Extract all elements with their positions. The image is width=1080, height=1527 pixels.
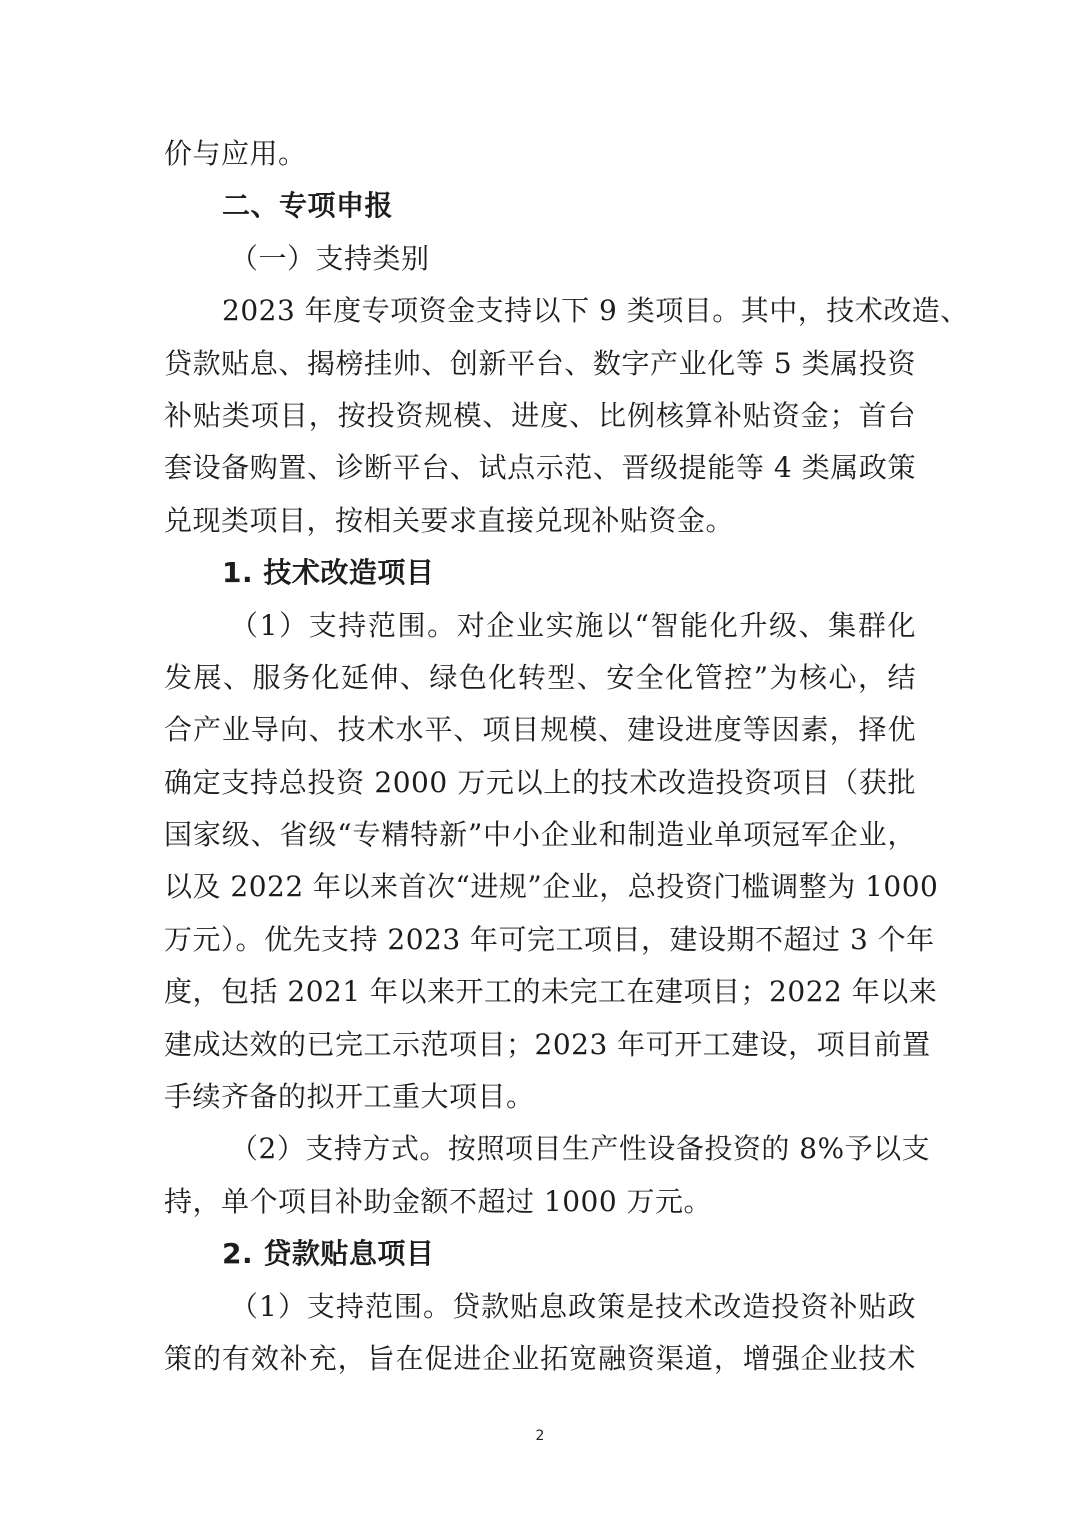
paragraph-line: 万元）。优先支持 2023 年可完工项目，建设期不超过 3 个年 — [164, 922, 935, 956]
item-heading: 1. 技术改造项目 — [222, 556, 435, 590]
paragraph-line: 持，单个项目补助金额不超过 1000 万元。 — [164, 1184, 713, 1218]
paragraph-line: 度，包括 2021 年以来开工的未完工在建项目；2022 年以来 — [164, 975, 938, 1009]
paragraph-line: 补贴类项目，按投资规模、进度、比例核算补贴资金；首台 — [164, 398, 916, 432]
paragraph-line: 2023 年度专项资金支持以下 9 类项目。其中，技术改造、 — [222, 294, 969, 328]
paragraph-line: （2）支持方式。按照项目生产性设备投资的 8%予以支 — [230, 1132, 931, 1166]
paragraph-line: 发展、服务化延伸、绿色化转型、安全化管控”为核心，结 — [164, 660, 916, 694]
item-heading: 2. 贷款贴息项目 — [222, 1237, 435, 1271]
paragraph-line: 策的有效补充，旨在促进企业拓宽融资渠道，增强企业技术 — [164, 1341, 916, 1375]
paragraph-line: （1）支持范围。贷款贴息政策是技术改造投资补贴政 — [230, 1289, 916, 1323]
paragraph-line: 确定支持总投资 2000 万元以上的技术改造投资项目（获批 — [164, 765, 916, 799]
paragraph-line: 套设备购置、诊断平台、试点示范、晋级提能等 4 类属政策 — [164, 451, 916, 485]
paragraph-line: 价与应用。 — [164, 137, 307, 170]
paragraph-line: 兑现类项目，按相关要求直接兑现补贴资金。 — [164, 503, 735, 537]
paragraph-line: 以及 2022 年以来首次“进规”企业，总投资门槛调整为 1000 — [164, 870, 939, 904]
paragraph-line: 合产业导向、技术水平、项目规模、建设进度等因素，择优 — [164, 713, 916, 747]
paragraph-line: 手续齐备的拟开工重大项目。 — [164, 1080, 535, 1114]
section-heading: 二、专项申报 — [222, 189, 394, 223]
paragraph-line: （1）支持范围。对企业实施以“智能化升级、集群化 — [230, 608, 916, 642]
paragraph-line: 国家级、省级“专精特新”中小企业和制造业单项冠军企业， — [164, 818, 916, 852]
page-number: 2 — [535, 1428, 545, 1444]
subsection-heading: （一）支持类别 — [230, 241, 430, 275]
paragraph-line: 贷款贴息、揭榜挂帅、创新平台、数字产业化等 5 类属投资 — [164, 346, 916, 380]
paragraph-line: 建成达效的已完工示范项目；2023 年可开工建设，项目前置 — [164, 1027, 931, 1061]
document-body — [164, 128, 969, 1385]
